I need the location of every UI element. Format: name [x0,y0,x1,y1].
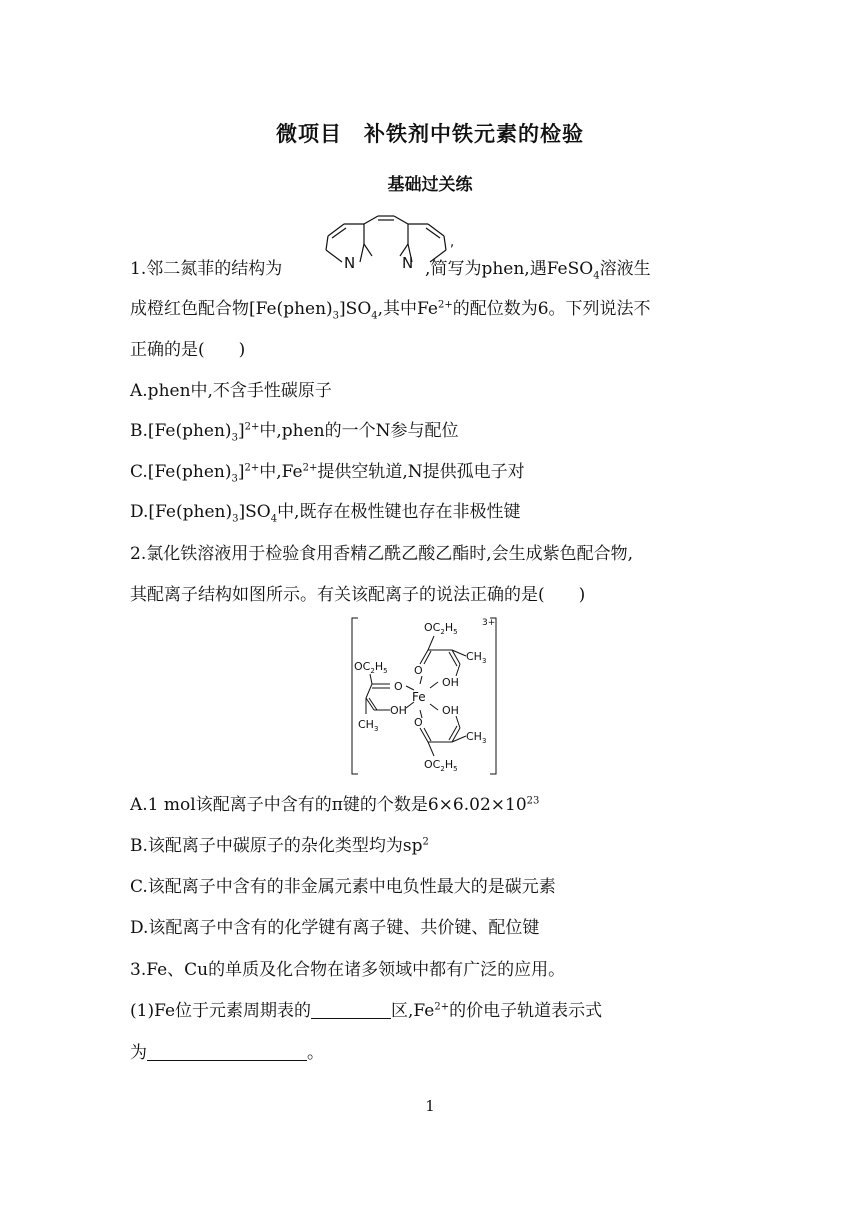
q1-line-2: 成橙红色配合物$[Fe(phen)_3]SO_4$,其中$Fe^{2+}$的配位数为6。下列说法不 [130,299,651,322]
svg-text:OC2H5: $OC_2H_5$ [424,621,458,636]
iron-complex-structure [348,614,504,778]
svg-text:CH3: $CH_3$ [466,730,487,745]
section-subtitle: 基础过关练 [387,175,473,195]
svg-text:3+: 3+ [482,618,496,628]
q2-option-c: C.该配离子中含有的非金属元素中电负性最大的是碳元素 [130,877,556,897]
nitrogen-label: N [402,254,414,272]
q2-option-d: D.该配离子中含有的化学键有离子键、共价键、配位键 [130,918,540,938]
svg-text:OH: OH [390,704,407,717]
q3-line-1: 3.Fe、Cu的单质及化合物在诸多领域中都有广泛的应用。 [130,960,566,980]
svg-text:OC2H5: $OC_2H_5$ [424,758,458,773]
q1-option-d: $D.[Fe(phen)_3]SO_4$中,既存在极性键也存在非极性键 [130,502,521,525]
q1-option-a: A.phen中,不含手性碳原子 [130,381,332,401]
svg-text:OH: OH [442,704,459,717]
q3-line-2: (1)Fe位于元素周期表的 区$,Fe^{2+}$的价电子轨道表示式 [130,1001,603,1021]
q2-option-a: A.1 mol该配离子中含有的π键的个数是$6\times 6.02\times 10^{23}$ [130,795,540,815]
q2-line-1: 2.氯化铁溶液用于检验食用香精乙酰乙酸乙酯时,会生成紫色配合物, [130,544,634,564]
q2-option-b: B.该配离子中碳原子的杂化类型均为$sp^2$ [130,836,429,856]
q1-line-3: 正确的是( ) [130,340,246,360]
svg-text:O: O [414,664,423,677]
nitrogen-label: N [344,254,356,272]
iron-center-label: Fe [412,690,426,704]
svg-text:CH3: $CH_3$ [466,650,487,665]
svg-text:,: , [450,235,455,250]
q1-option-b: $B.[Fe(phen)_3]^{2+}$中,phen的一个N参与配位 [130,421,459,444]
q2-line-2: 其配离子结构如图所示。有关该配离子的说法正确的是( ) [130,585,586,605]
q1-line-1: 1.邻二氮菲的结构为 ,简写为phen,遇FeSO$_4$溶液生 [130,259,651,282]
svg-text:O: O [414,716,423,729]
page-number: 1 [425,1097,435,1115]
svg-text:OH: OH [442,676,459,689]
svg-text:O: O [394,680,403,693]
q3-line-3: 为 。 [130,1043,324,1063]
phenanthroline-structure [316,204,456,276]
svg-text:OC2H5: $OC_2H_5$ [354,660,388,675]
page-title: 微项目 补铁剂中铁元素的检验 [276,122,584,146]
q1-option-c: $C.[Fe(phen)_3]^{2+}$中$,Fe^{2+}$提供空轨道,N提供孤电子对 [130,462,525,485]
answer-blank[interactable] [311,1000,391,1019]
svg-text:CH3: $CH_3$ [358,718,379,733]
answer-blank[interactable] [147,1042,307,1061]
